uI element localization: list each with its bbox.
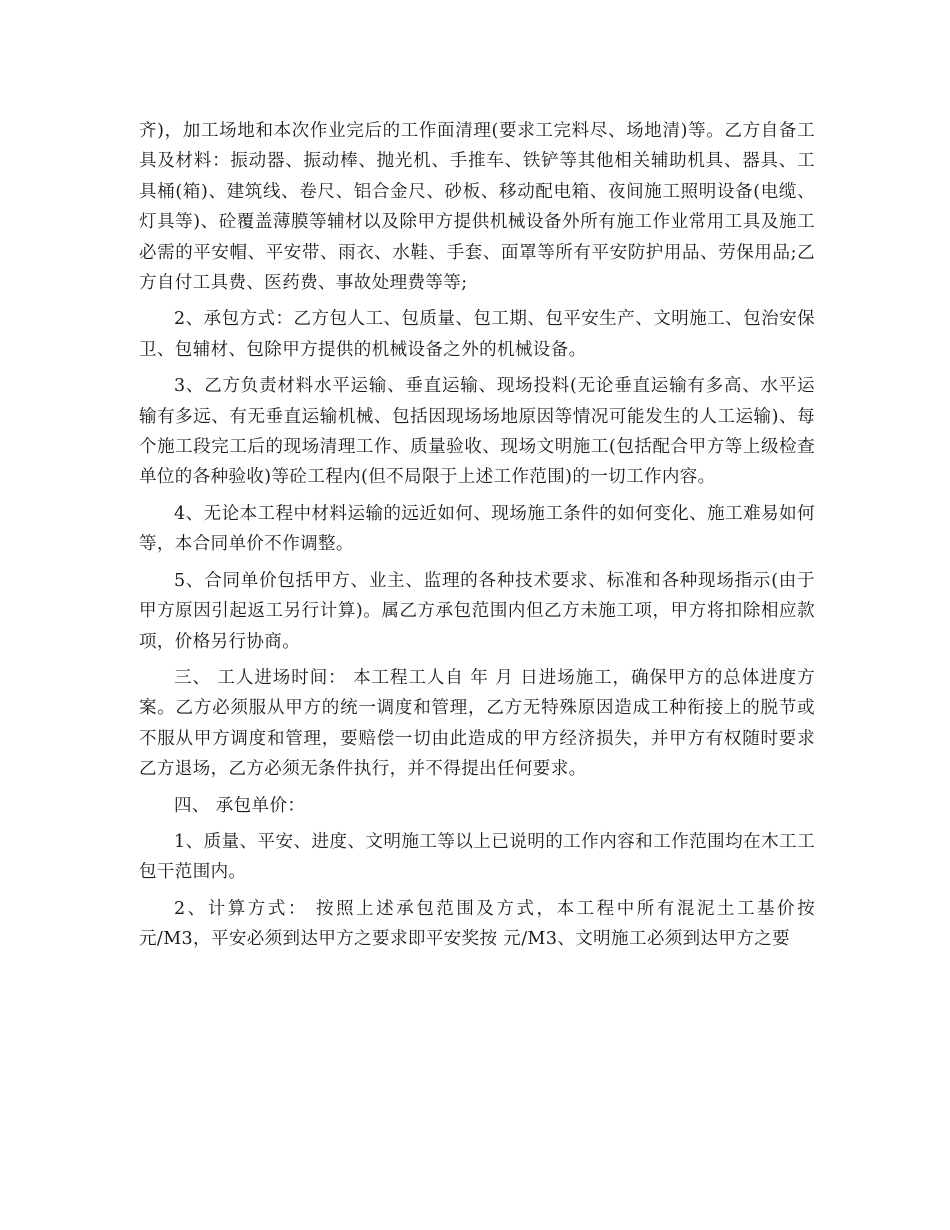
paragraph-transport-duties: 3、乙方负责材料水平运输、垂直运输、现场投料(无论垂直运输有多高、水平运输有多远、有无垂直运输机械、包括因现场场地原因等情况可能发生的人工运输)、每个施工段完工后的现场清理工作、质量验收、现场文明施工(包括配合甲方等上级检查单位的各种验收)等砼工程内(但不局限于上述工作范围)的一切工作内容。 <box>139 376 815 488</box>
paragraph-calculation-method: 2、计算方式： 按照上述承包范围及方式，本工程中所有混泥土工基价按 元/M3，平安必须到达甲方之要求即平安奖按 元/M3、文明施工必须到达甲方之要 <box>139 898 815 950</box>
paragraph-entry-time: 三、 工人进场时间： 本工程工人自 年 月 日进场施工，确保甲方的总体进度方案。乙方必须服从甲方的统一调度和管理，乙方无特殊原因造成工种衔接上的脱节或不服从甲方调度和管理，要赔偿一切由此造成的甲方经济损失，并甲方有权随时要求乙方退场，乙方必须无条件执行，并不得提出任何要求。 <box>139 667 815 780</box>
paragraph-unit-price-scope: 5、合同单价包括甲方、业主、监理的各种技术要求、标准和各种现场指示(由于甲方原因引起返工另行计算)。属乙方承包范围内但乙方未施工项，甲方将扣除相应款项，价格另行协商。 <box>139 570 815 652</box>
paragraph-price-fixed: 4、无论本工程中材料运输的远近如何、现场施工条件的如何变化、施工难易如何等，本合同单价不作调整。 <box>139 503 815 555</box>
paragraph-contract-method: 2、承包方式：乙方包人工、包质量、包工期、包平安生产、文明施工、包治安保卫、包辅材、包除甲方提供的机械设备之外的机械设备。 <box>139 309 815 360</box>
paragraph-continuation: 齐)，加工场地和本次作业完后的工作面清理(要求工完料尽、场地清)等。乙方自备工具及材料：振动器、振动棒、抛光机、手推车、铁铲等其他相关辅助机具、器具、工具桶(箱)、建筑线、卷尺、铝合金尺、砂板、移动配电箱、夜间施工照明设备(电缆、灯具等)、砼覆盖薄膜等辅材以及除甲方提供机械设备外所有施工作业常用工具及施工必需的平安帽、平安带、雨衣、水鞋、手套、面罩等所有平安防护用品、劳保用品;乙方自付工具费、医药费、事故处理费等等; <box>139 121 815 294</box>
paragraph-lump-sum-scope: 1、质量、平安、进度、文明施工等以上已说明的工作内容和工作范围均在木工工包干范围内。 <box>139 831 815 883</box>
document-body <box>139 116 815 961</box>
section-heading-unit-price: 四、 承包单价： <box>174 795 306 816</box>
